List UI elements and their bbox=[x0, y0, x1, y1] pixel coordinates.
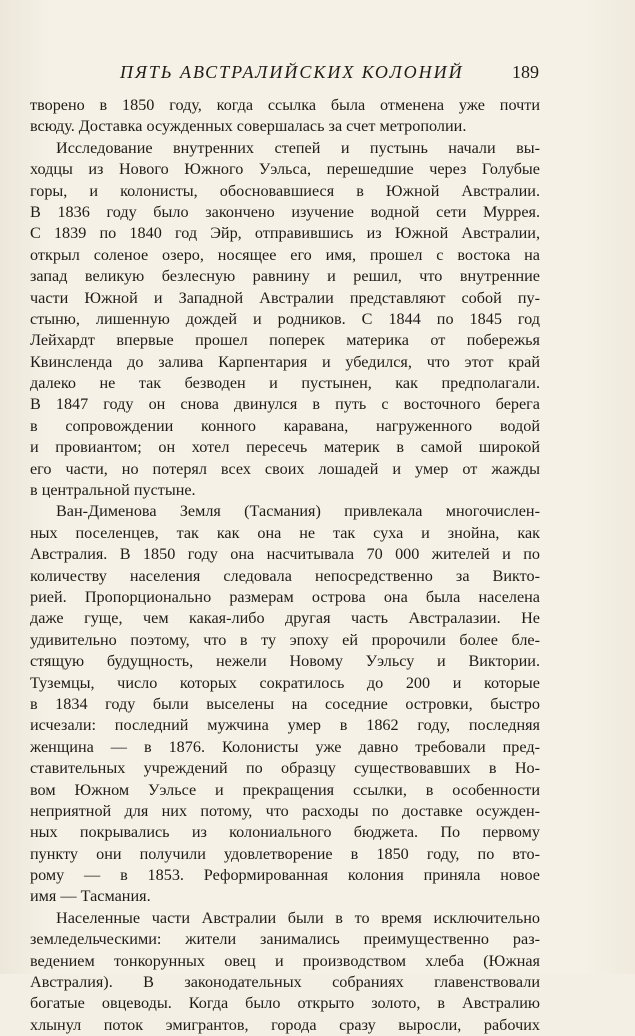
body-text bbox=[30, 95, 540, 1036]
text-line: стящую будущность, нежели Новому Уэльсу и Виктории. bbox=[30, 652, 540, 671]
text-line: ведением тонкорунных овец и производством хлеба (Южная bbox=[30, 951, 540, 970]
text-line: ходцы из Нового Южного Уэльса, перешедшие через Голубые bbox=[30, 160, 540, 179]
text-line: Туземцы, число которых сократилось до 200 и которые bbox=[30, 673, 540, 692]
text-line: Квинсленда до залива Карпентария и убедился, что этот край bbox=[30, 352, 540, 371]
text-line: вом Южном Уэльсе и прекращения ссылки, в особенности bbox=[30, 780, 540, 799]
text-line: ных поселенцев, так как она не так суха и знойна, как bbox=[30, 523, 540, 542]
text-line: удивительно поэтому, что в ту эпоху ей пророчили более бле- bbox=[30, 630, 540, 649]
text-line: исчезали: последний мужчина умер в 1862 году, последняя bbox=[30, 716, 540, 735]
text-line: неприятной для них потому, что расходы по доставке осужден- bbox=[30, 801, 540, 820]
running-title: ПЯТЬ АВСТРАЛИЙСКИХ КОЛОНИЙ bbox=[120, 62, 464, 82]
text-line: женщина — в 1876. Колонисты уже давно требовали пред- bbox=[30, 737, 540, 756]
text-line: стыню, лишенную дождей и родников. С 1844 по 1845 год bbox=[30, 309, 540, 328]
text-line: всюду. Доставка осужденных совершалась за счет метрополии. bbox=[30, 117, 467, 136]
text-line: горы, и колонисты, обосновавшиеся в Южной Австралии. bbox=[30, 181, 540, 200]
text-line: богатые овцеводы. Когда было открыто золото, в Австралию bbox=[30, 994, 540, 1013]
text-line: даже гуще, чем какая-либо другая часть Австралазии. Не bbox=[30, 609, 540, 628]
text-line: рому — в 1853. Реформированная колония приняла новое bbox=[30, 866, 540, 885]
text-line: С 1839 по 1840 год Эйр, отправившись из Южной Австралии, bbox=[30, 224, 540, 243]
page-number: 189 bbox=[512, 62, 539, 82]
text-line: Австралия). В законодательных собраниях главенствовали bbox=[30, 973, 540, 992]
text-line: Австралия. В 1850 году она насчитывала 70 000 жителей и по bbox=[30, 545, 540, 564]
text-line: далеко не так безводен и пустынен, как предполагали. bbox=[30, 374, 540, 393]
text-line: количеству населения следовала непосредственно за Викто- bbox=[30, 566, 540, 585]
text-line: Ван-Дименова Земля (Тасмания) привлекала многочислен- bbox=[56, 502, 540, 521]
text-line: в центральной пустыне. bbox=[30, 481, 196, 500]
text-line: части Южной и Западной Австралии представляют собой пу- bbox=[30, 288, 540, 307]
text-line: Исследование внутренних степей и пустынь начали вы- bbox=[56, 138, 540, 157]
text-line: запад великую безлесную равнину и решил, что внутренние bbox=[30, 267, 540, 286]
text-line: творено в 1850 году, когда ссылка была отменена уже почти bbox=[30, 96, 540, 114]
text-line: хлынул поток эмигрантов, города сразу выросли, рабочих bbox=[30, 1015, 540, 1034]
text-line: Лейхардт впервые прошел поперек материка от побережья bbox=[30, 331, 540, 350]
text-line: В 1847 году он снова двинулся в путь с восточного берега bbox=[30, 395, 540, 414]
text-line: в 1834 году были выселены на соседние островки, быстро bbox=[30, 694, 540, 713]
text-line: В 1836 году было закончено изучение водной сети Муррея. bbox=[30, 202, 540, 221]
text-line: его части, но потерял всех своих лошадей и умер от жажды bbox=[30, 459, 540, 478]
text-line: и провиантом; он хотел пересечь материк в самой широкой bbox=[30, 438, 540, 457]
text-line: в сопровождении конного каравана, нагруженного водой bbox=[30, 416, 540, 435]
text-line: рией. Пропорционально размерам острова она была населена bbox=[30, 587, 540, 606]
text-line: имя — Тасмания. bbox=[30, 887, 151, 906]
text-line: открыл соленое озеро, носящее его имя, прошел с востока на bbox=[30, 245, 540, 264]
page-header bbox=[30, 62, 539, 86]
text-line: Населенные части Австралии были в то время исключительно bbox=[56, 908, 540, 927]
text-line: пункту они получили удовлетворение в 1850 году, по вто- bbox=[30, 844, 540, 863]
text-line: ных покрывались из колониального бюджета. По первому bbox=[30, 823, 540, 842]
text-line: ставительных учреждений по образцу существовавших в Но- bbox=[30, 759, 540, 778]
text-line: земледельческими: жители занимались преимущественно раз- bbox=[30, 930, 540, 949]
